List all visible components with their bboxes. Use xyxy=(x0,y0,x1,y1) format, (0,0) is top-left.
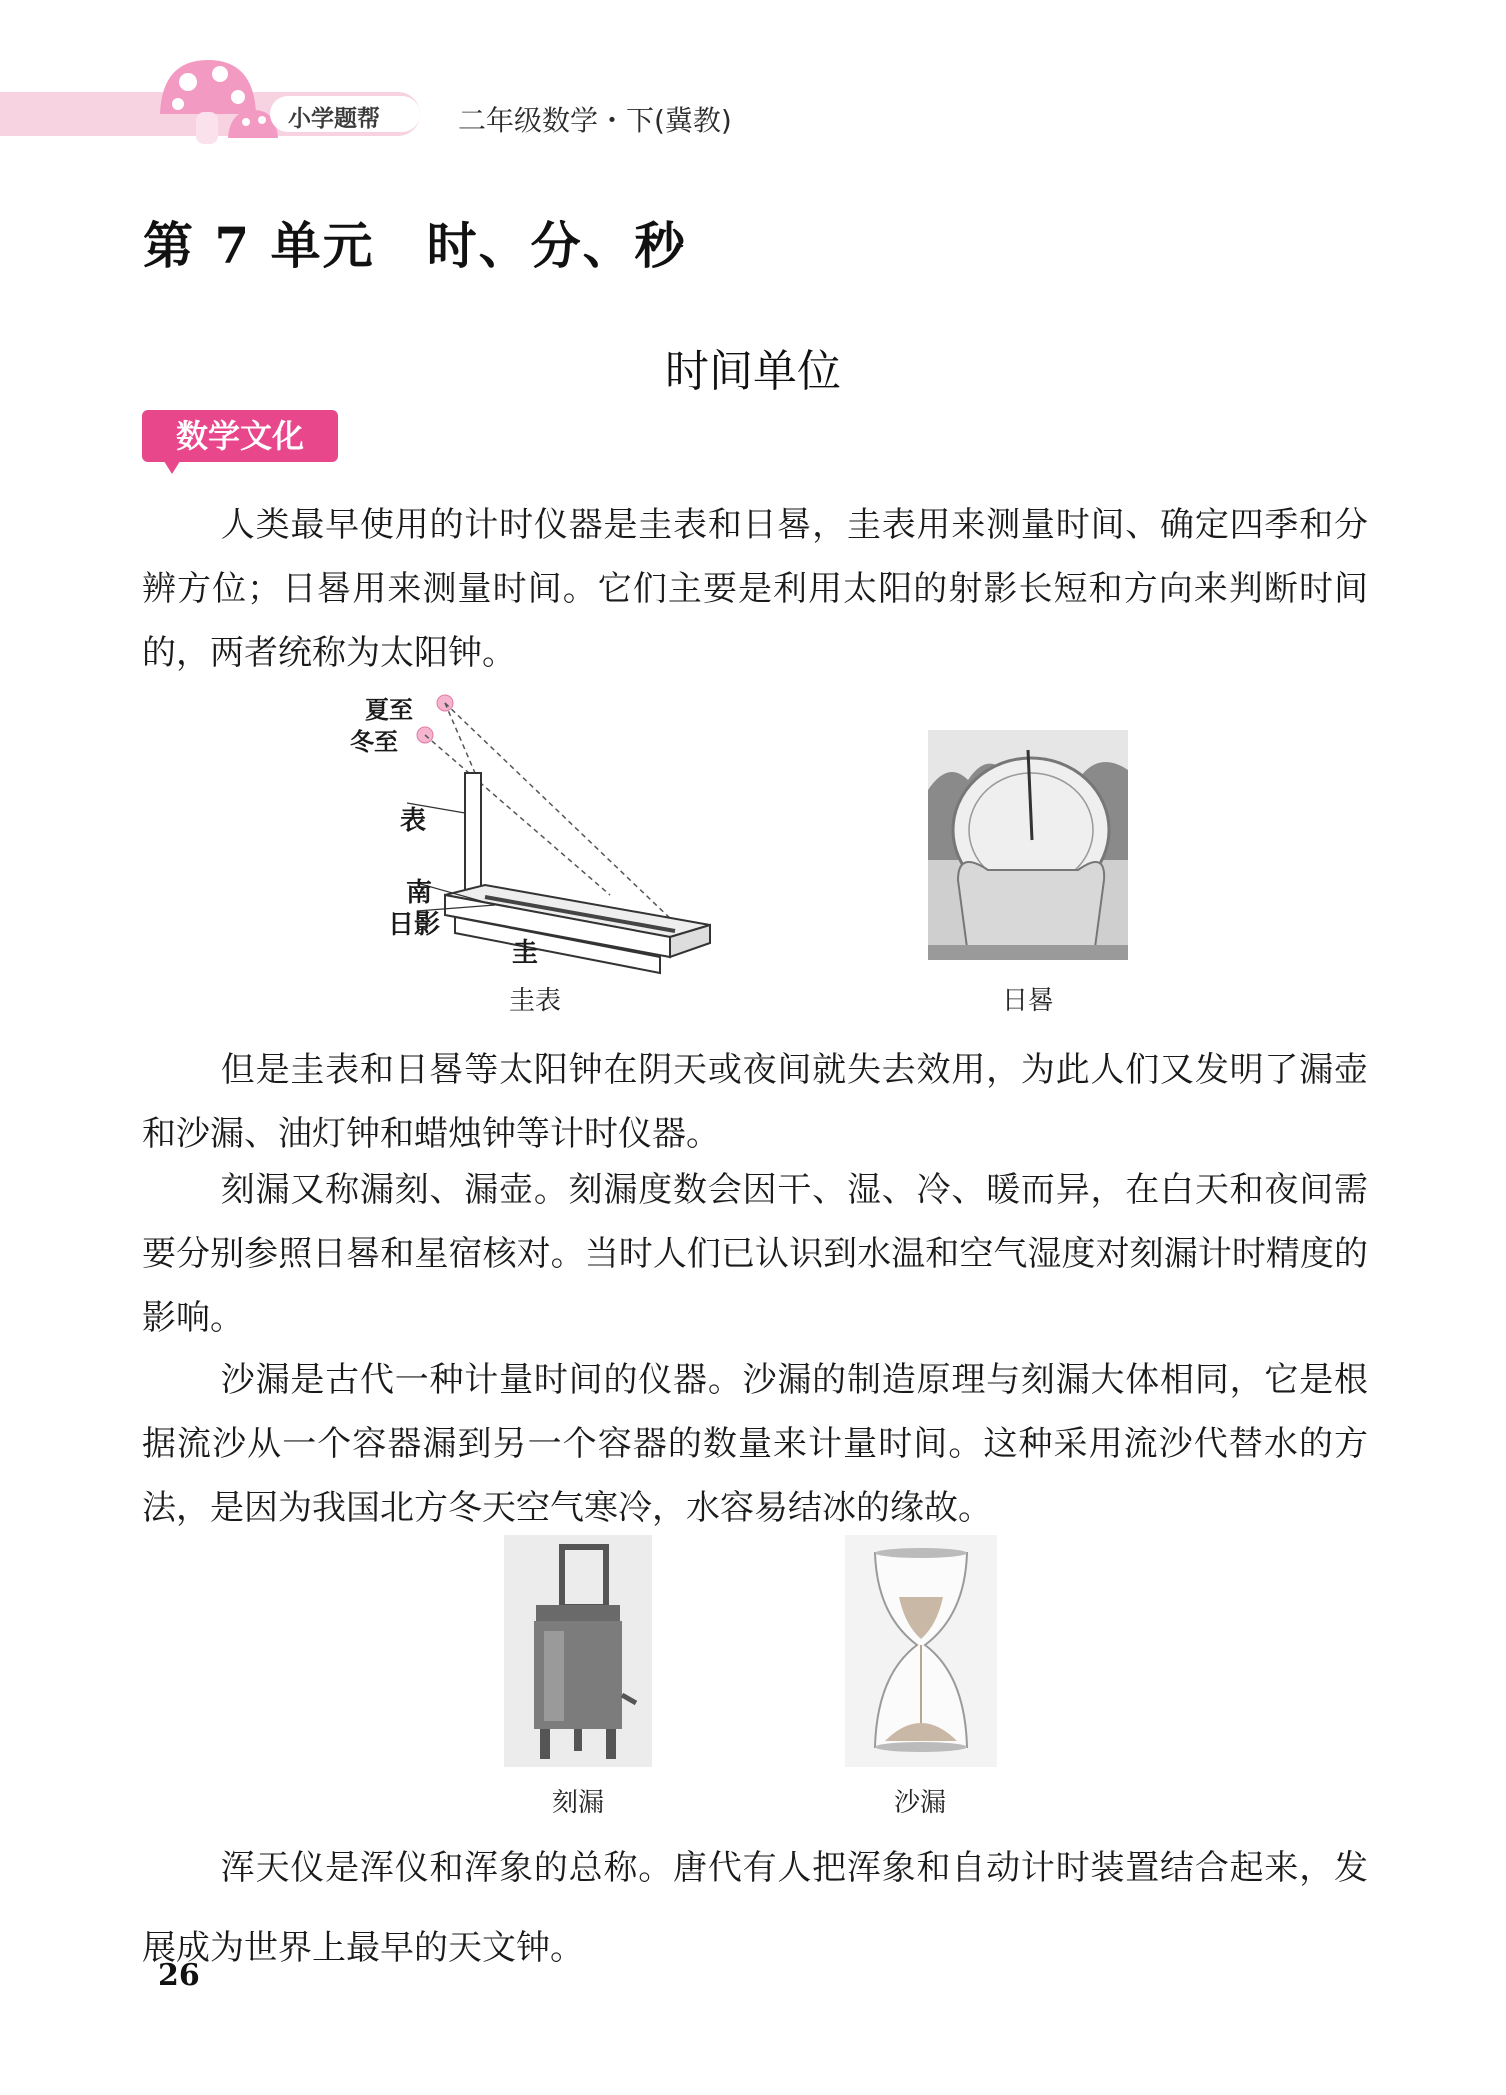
page-number: 26 xyxy=(158,1958,200,1993)
caption-sundial: 日晷 xyxy=(1001,986,1054,1016)
label-winter-solstice: 冬至 xyxy=(350,727,398,756)
paragraph-2 xyxy=(142,1038,1368,1166)
book-title: 二年级数学・下(冀教) xyxy=(458,104,732,137)
label-gui: 圭 xyxy=(512,938,539,968)
label-summer-solstice: 夏至 xyxy=(365,695,413,724)
paragraph-4 xyxy=(142,1348,1368,1540)
caption-water-clock: 刻漏 xyxy=(551,1788,604,1818)
paragraph-4-text: 沙漏是古代一种计量时间的仪器。沙漏的制造原理与刻漏大体相同，它是根据流沙从一个容器漏到另一个容器的数量来计量时间。这种采用流沙代替水的方法，是因为我国北方冬天空气寒冷，水容易结冰的缘故。 xyxy=(142,1360,1368,1528)
paragraph-1-text: 人类最早使用的计时仪器是圭表和日晷，圭表用来测量时间、确定四季和分辨方位；日晷用来测量时间。它们主要是利用太阳的射影长短和方向来判断时间的，两者统称为太阳钟。 xyxy=(142,505,1368,673)
paragraph-5-text: 浑天仪是浑仪和浑象的总称。唐代有人把浑象和自动计时装置结合起来，发展成为世界上最早的天文钟。 xyxy=(142,1848,1368,1968)
label-shadow: 日影 xyxy=(388,910,441,940)
tag-label: 数学文化 xyxy=(175,417,304,455)
paragraph-1 xyxy=(142,493,1368,685)
label-south: 南 xyxy=(406,878,433,908)
unit-title: 第 7 单元 时、分、秒 xyxy=(143,216,687,275)
water-clock-photo xyxy=(504,1535,652,1767)
caption-hourglass: 沙漏 xyxy=(893,1788,946,1818)
sundial-photo xyxy=(928,730,1128,960)
paragraph-3 xyxy=(142,1158,1368,1350)
paragraph-5 xyxy=(142,1828,1368,1988)
caption-guibiao: 圭表 xyxy=(508,986,561,1016)
paragraph-2-text: 但是圭表和日晷等太阳钟在阴天或夜间就失去效用，为此人们又发明了漏壶和沙漏、油灯钟和蜡烛钟等计时仪器。 xyxy=(142,1050,1368,1154)
hourglass-photo xyxy=(845,1535,997,1767)
section-title: 时间单位 xyxy=(665,346,841,397)
mushroom-icon xyxy=(150,52,280,147)
label-biao: 表 xyxy=(400,806,427,836)
paragraph-3-text: 刻漏又称漏刻、漏壶。刻漏度数会因干、湿、冷、暖而异，在白天和夜间需要分别参照日晷和星宿核对。当时人们已认识到水温和空气湿度对刻漏计时精度的影响。 xyxy=(142,1170,1368,1338)
brand-label: 小学题帮 xyxy=(288,106,380,132)
